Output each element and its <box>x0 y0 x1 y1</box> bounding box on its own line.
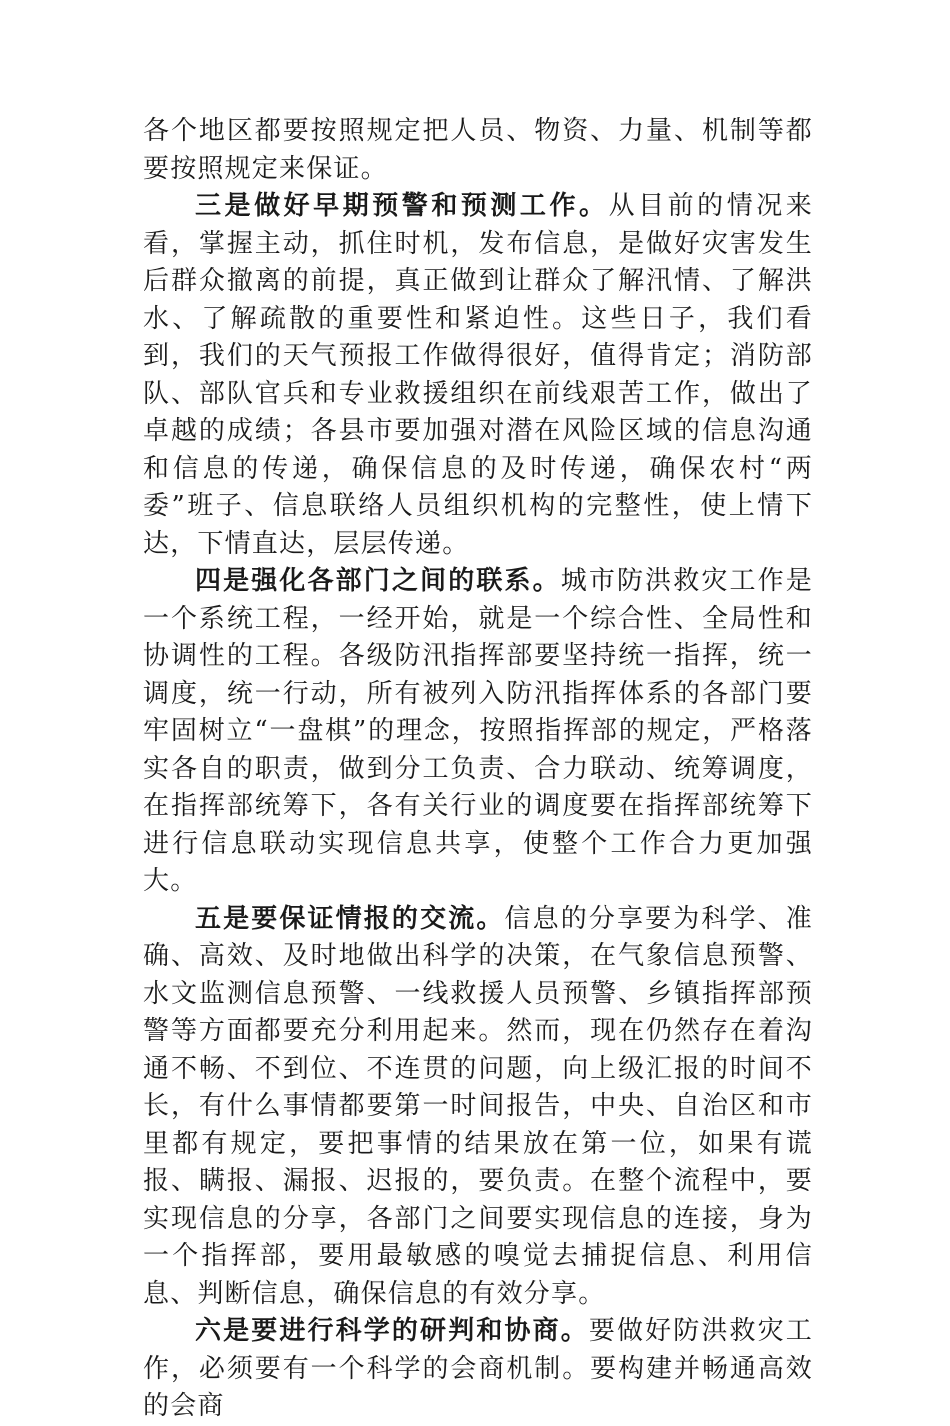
paragraph-4-text: 信息的分享要为科学、准确、高效、及时地做出科学的决策，在气象信息预警、水文监测信息预警、一线救援人员预警、乡镇指挥部预警等方面都要充分利用起来。然而，现在仍然存在着沟通不畅、不到位、不连贯的问题，向上级汇报的时间不长，有什么事情都要第一时间报告，中央、自治区和市里都有规定，要把事情的结果放在第一位，如果有谎报、瞒报、漏报、迟报的，要负责。在整个流程中，要实现信息的分享，各部门之间要实现信息的连接，身为一个指挥部，要用最敏感的嗅觉去捕捉信息、利用信息、判断信息，确保信息的有效分享。 <box>143 903 813 1309</box>
paragraph-3 <box>143 563 813 901</box>
paragraph-4 <box>143 901 813 1314</box>
document-body <box>143 113 813 1426</box>
paragraph-2-lead: 三是做好早期预警和预测工作。 <box>195 191 609 221</box>
paragraph-4-lead: 五是要保证情报的交流。 <box>195 903 505 934</box>
paragraph-5 <box>143 1313 813 1426</box>
paragraph-2 <box>143 188 813 563</box>
paragraph-5-text: 要做好防洪救灾工作，必须要有一个科学的会商机制。要构建并畅通高效的会商 <box>143 1316 813 1421</box>
paragraph-3-text: 城市防洪救灾工作是一个系统工程，一经开始，就是一个综合性、全局性和协调性的工程。各级防汛指挥部要坚持统一指挥，统一调度，统一行动，所有被列入防汛指挥体系的各部门要牢固树立“一盘棋”的理念，按照指挥部的规定，严格落实各自的职责，做到分工负责、合力联动、统筹调度，在指挥部统筹下，各有关行业的调度要在指挥部统筹下进行信息联动实现信息共享，使整个工作合力更加强大。 <box>143 566 813 896</box>
paragraph-1-text: 各个地区都要按照规定把人员、物资、力量、机制等都要按照规定来保证。 <box>143 116 813 184</box>
paragraph-3-lead: 四是强化各部门之间的联系。 <box>195 566 561 596</box>
paragraph-2-text: 从目前的情况来看，掌握主动，抓住时机，发布信息，是做好灾害发生后群众撤离的前提，真正做到让群众了解汛情、了解洪水、了解疏散的重要性和紧迫性。这些日子，我们看到，我们的天气预报工作做得很好，值得肯定；消防部队、部队官兵和专业救援组织在前线艰苦工作，做出了卓越的成绩；各县市要加强对潜在风险区域的信息沟通和信息的传递，确保信息的及时传递，确保农村“两委”班子、信息联络人员组织机构的完整性，使上情下达，下情直达，层层传递。 <box>143 191 813 559</box>
paragraph-1 <box>143 113 813 188</box>
paragraph-5-lead: 六是要进行科学的研判和协商。 <box>195 1316 589 1346</box>
